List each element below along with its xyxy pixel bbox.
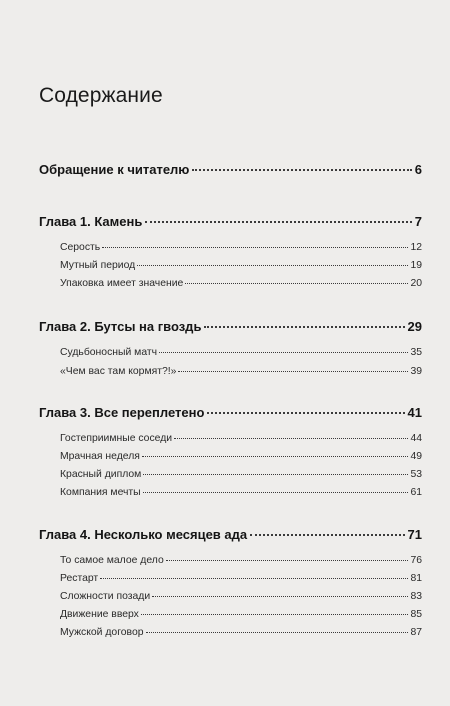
toc-entry-page: 19 [410, 260, 422, 271]
toc-entry-page: 83 [410, 591, 422, 602]
toc-entry-label: Рестарт [60, 573, 99, 584]
dot-leader [152, 596, 408, 597]
dot-leader [174, 438, 408, 439]
toc-entry-section [60, 487, 422, 498]
dot-leader [204, 326, 404, 328]
toc-entry-section [60, 278, 422, 289]
toc-entry-label: Обращение к читателю [39, 162, 190, 177]
toc-entry-page: 44 [410, 433, 422, 444]
toc-entry-label: Сложности позади [60, 591, 151, 602]
toc-entry-page: 76 [410, 555, 422, 566]
toc-entry-page: 49 [410, 451, 422, 462]
dot-leader [159, 352, 408, 353]
toc-entry-label: «Чем вас там кормят?!» [60, 366, 177, 377]
toc-entry-page: 41 [407, 405, 422, 420]
toc-entry-label: Мрачная неделя [60, 451, 140, 462]
dot-leader [207, 412, 404, 414]
toc-entry-label: Судьбоносный матч [60, 347, 158, 358]
dot-leader [143, 474, 408, 475]
toc-entry-label: Глава 3. Все переплетено [39, 405, 205, 420]
dot-leader [100, 578, 408, 579]
toc-entry-page: 7 [414, 214, 422, 229]
toc-entry-label: Глава 4. Несколько месяцев ада [39, 527, 248, 542]
toc-entry-page: 29 [407, 319, 422, 334]
toc-entry-section [60, 573, 422, 584]
toc-entry-chapter-3 [39, 405, 422, 420]
toc-entry-page: 12 [410, 242, 422, 253]
toc-entry-label: Компания мечты [60, 487, 141, 498]
toc-entry-chapter-1 [39, 214, 422, 229]
dot-leader [192, 169, 411, 171]
toc-entry-section [60, 609, 422, 620]
dot-leader [185, 283, 408, 284]
toc-entry-section [60, 433, 422, 444]
toc-entry-page: 53 [410, 469, 422, 480]
toc-entry-section [60, 366, 422, 377]
dot-leader [145, 221, 411, 223]
toc-entry-section [60, 347, 422, 358]
toc-entry-label: Глава 2. Бутсы на гвоздь [39, 319, 202, 334]
toc-entry-label: Мужской договор [60, 627, 144, 638]
toc-entry-page: 71 [407, 527, 422, 542]
toc-entry-section [60, 451, 422, 462]
dot-leader [143, 492, 409, 493]
toc-entry-section [60, 260, 422, 271]
dot-leader [141, 614, 409, 615]
toc-entry-page: 39 [410, 366, 422, 377]
toc-entry-page: 6 [414, 162, 422, 177]
toc-entry-section [60, 555, 422, 566]
toc-entry-label: Серость [60, 242, 101, 253]
dot-leader [250, 534, 404, 536]
toc-entry-label: Упаковка имеет значение [60, 278, 184, 289]
dot-leader [166, 560, 409, 561]
toc-entry-page: 20 [410, 278, 422, 289]
dot-leader [137, 265, 408, 266]
toc-entry-chapter-4 [39, 527, 422, 542]
toc-entry-label: Красный диплом [60, 469, 142, 480]
toc-entry-label: Гостеприимные соседи [60, 433, 173, 444]
toc-entry-label: Глава 1. Камень [39, 214, 143, 229]
toc-entry-page: 85 [410, 609, 422, 620]
toc-entry-page: 35 [410, 347, 422, 358]
toc-entry-section [60, 627, 422, 638]
toc-entry-section [60, 591, 422, 602]
dot-leader [102, 247, 408, 248]
page-title: Содержание [39, 84, 163, 107]
toc-entry-page: 87 [410, 627, 422, 638]
toc-entry-chapter-2 [39, 319, 422, 334]
dot-leader [142, 456, 409, 457]
toc-entry-label: Движение вверх [60, 609, 139, 620]
toc-entry-address [39, 162, 422, 177]
toc-entry-section [60, 242, 422, 253]
toc-entry-label: То самое малое дело [60, 555, 164, 566]
toc-entry-label: Мутный период [60, 260, 136, 271]
dot-leader [178, 371, 408, 372]
toc-entry-page: 81 [410, 573, 422, 584]
toc-entry-section [60, 469, 422, 480]
toc-entry-page: 61 [410, 487, 422, 498]
dot-leader [146, 632, 409, 633]
